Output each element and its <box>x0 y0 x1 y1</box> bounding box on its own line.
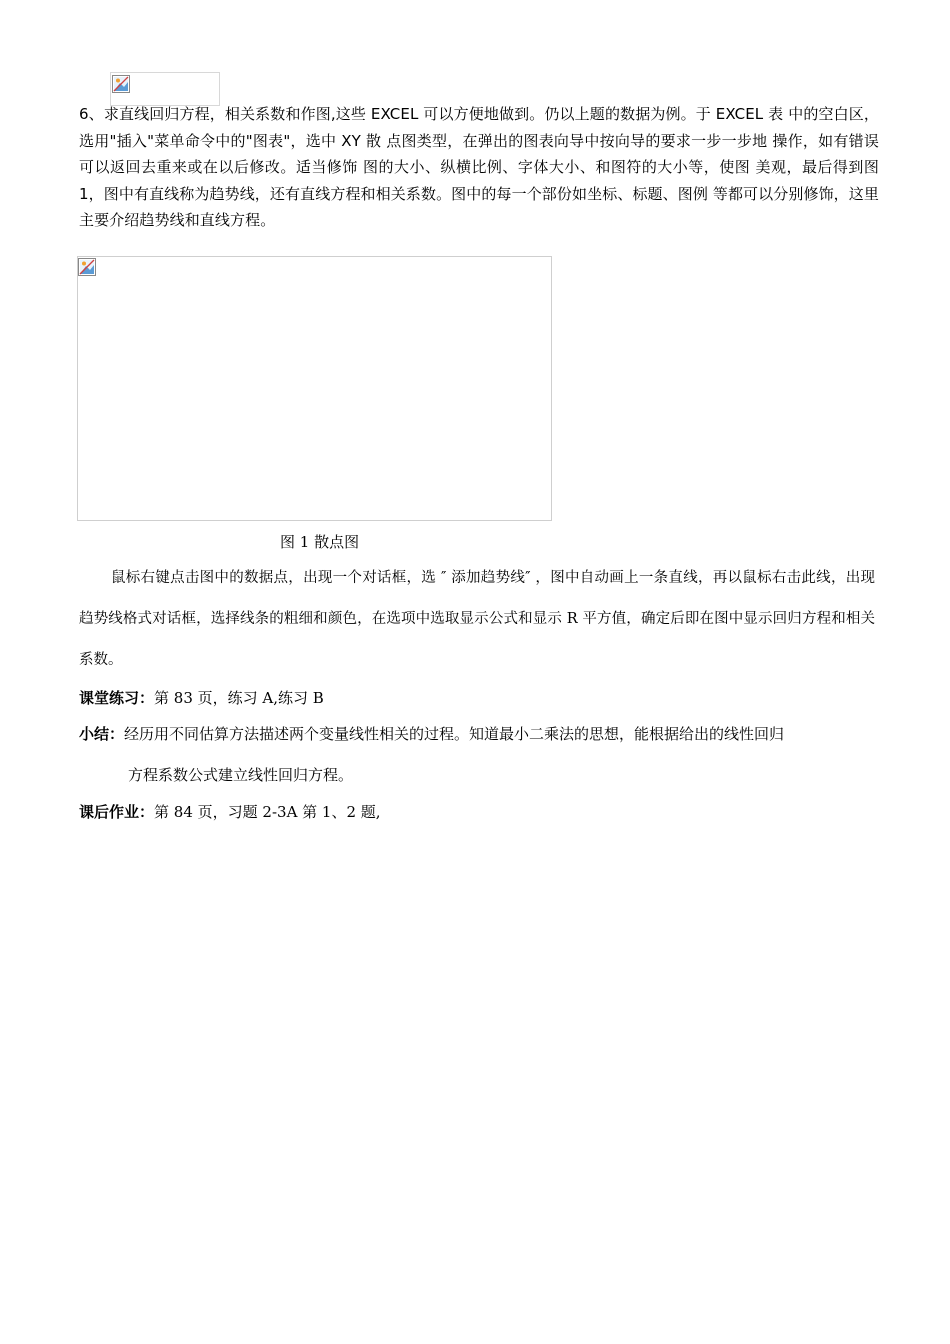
practice-line <box>79 687 324 708</box>
summary-text: 经历用不同估算方法描述两个变量线性相关的过程。知道最小二乘法的思想，能根据给出的线性回归 <box>124 725 785 743</box>
practice-label: 课堂练习： <box>79 689 155 707</box>
homework-text: 第 84 页，习题 2-3A 第 1、2 题, <box>154 803 381 821</box>
figure-caption: 图 1 散点图 <box>280 533 360 551</box>
section6-paragraph: 6、求直线回归方程，相关系数和作图,这些 EXCEL 可以方便地做到。仍以上题的数据为例。于 EXCEL 表 中的空白区，选用"插入"菜单命令中的"图表"，选中 XY 散 点图类型，在弹出的图表向导中按向导的要求一步一步地 操作，如有错误可以返回去重来或在以后修改。适当修饰 图的大小、纵横比例、字体大小、和图符的大小等，使图 美观，最后得到图 1，图中有直线称为趋势线，还有直线方程和相关系数。图中的每一个部份如坐标、标题、图例 等都可以分别修饰，这里主要介绍趋势线和直线方程。 <box>79 105 879 229</box>
summary-line <box>79 723 784 744</box>
broken-image-icon <box>78 258 96 276</box>
summary-label: 小结： <box>79 725 125 743</box>
homework-line <box>79 801 381 822</box>
homework-label: 课后作业： <box>79 803 155 821</box>
practice-text: 第 83 页，练习 A,练习 B <box>154 689 324 707</box>
broken-image-icon <box>112 75 130 93</box>
scatter-figure-placeholder <box>77 256 552 521</box>
trendline-paragraph: 鼠标右键点击图中的数据点，出现一个对话框，选 ″ 添加趋势线″ ，图中自动画上一条直线，再以鼠标右击此线，出现趋势线格式对话框，选择线条的粗细和颜色，在选项中选取显示公式和显示 R 平方值，确定后即在图中显示回归方程和相关系数。 <box>79 570 875 668</box>
summary-line-2: 方程系数公式建立线性回归方程。 <box>128 766 354 784</box>
